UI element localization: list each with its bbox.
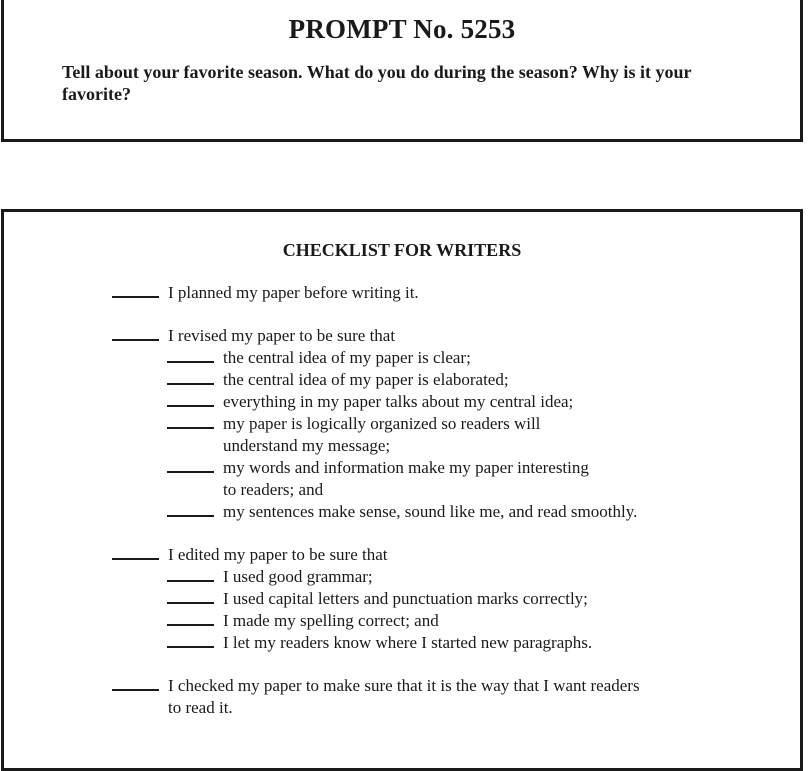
checklist-title: CHECKLIST FOR WRITERS bbox=[282, 240, 522, 260]
checklist-item-label: I edited my paper to be sure that bbox=[168, 545, 388, 564]
checklist-subitem bbox=[223, 369, 509, 391]
checkbox-blank[interactable] bbox=[167, 361, 214, 363]
checkbox-blank[interactable] bbox=[167, 580, 214, 582]
checkbox-blank[interactable] bbox=[112, 689, 159, 691]
checklist-subitem-label: everything in my paper talks about my central idea; bbox=[223, 392, 574, 411]
checkbox-blank[interactable] bbox=[112, 558, 159, 560]
checkbox-blank[interactable] bbox=[112, 296, 159, 298]
checklist-subitem-label: my sentences make sense, sound like me, and read smoothly. bbox=[223, 502, 638, 521]
checklist-item-checked bbox=[168, 675, 640, 697]
checklist-subitem-label: to readers; and bbox=[223, 480, 324, 499]
checkbox-blank[interactable] bbox=[167, 383, 214, 385]
checklist-item-continuation bbox=[168, 697, 233, 719]
checklist-item-label: I planned my paper before writing it. bbox=[168, 283, 419, 302]
prompt-box bbox=[1, 0, 803, 142]
checklist-subitem bbox=[223, 610, 439, 632]
checkbox-blank[interactable] bbox=[167, 646, 214, 648]
checklist-item-planned bbox=[168, 282, 419, 304]
checkbox-blank[interactable] bbox=[167, 471, 214, 473]
checklist-subitem-label: my paper is logically organized so readers will bbox=[223, 414, 541, 433]
checkbox-blank[interactable] bbox=[167, 515, 214, 517]
checkbox-blank[interactable] bbox=[167, 405, 214, 407]
checklist-subitem bbox=[223, 588, 588, 610]
checklist-subitem bbox=[223, 501, 637, 523]
checklist-subitem-label: I used good grammar; bbox=[223, 567, 373, 586]
checklist-subitem-label: the central idea of my paper is clear; bbox=[223, 348, 471, 367]
checklist-subitem bbox=[223, 566, 373, 588]
checklist-subitem bbox=[223, 347, 471, 369]
checklist-subitem bbox=[223, 632, 592, 654]
checklist-subitem-label: my words and information make my paper interesting bbox=[223, 458, 589, 477]
checklist-subitem-label: understand my message; bbox=[223, 436, 391, 455]
checklist-item-edited bbox=[168, 544, 388, 566]
checklist-item-revised bbox=[168, 325, 395, 347]
prompt-text: Tell about your favorite season. What do you do during the season? Why is it your favorite? bbox=[62, 62, 692, 104]
checkbox-blank[interactable] bbox=[167, 427, 214, 429]
checkbox-blank[interactable] bbox=[167, 624, 214, 626]
checkbox-blank[interactable] bbox=[112, 339, 159, 341]
checklist-subitem bbox=[223, 457, 589, 479]
checklist-subitem-continuation bbox=[223, 479, 323, 501]
checklist-subitem-continuation bbox=[223, 435, 390, 457]
checklist-subitem bbox=[223, 391, 573, 413]
checklist-subitem-label: I let my readers know where I started new paragraphs. bbox=[223, 633, 593, 652]
checklist-subitem-label: I made my spelling correct; and bbox=[223, 611, 439, 630]
prompt-title: PROMPT No. 5253 bbox=[288, 14, 516, 44]
checklist-item-label: I revised my paper to be sure that bbox=[168, 326, 396, 345]
checklist-item-label: I checked my paper to make sure that it is the way that I want readers bbox=[168, 676, 640, 695]
checklist-subitem-label: the central idea of my paper is elaborated; bbox=[223, 370, 509, 389]
checklist-item-label: to read it. bbox=[168, 698, 233, 717]
checklist-subitem bbox=[223, 413, 540, 435]
checklist-subitem-label: I used capital letters and punctuation marks correctly; bbox=[223, 589, 588, 608]
checkbox-blank[interactable] bbox=[167, 602, 214, 604]
checklist-box bbox=[1, 209, 803, 771]
